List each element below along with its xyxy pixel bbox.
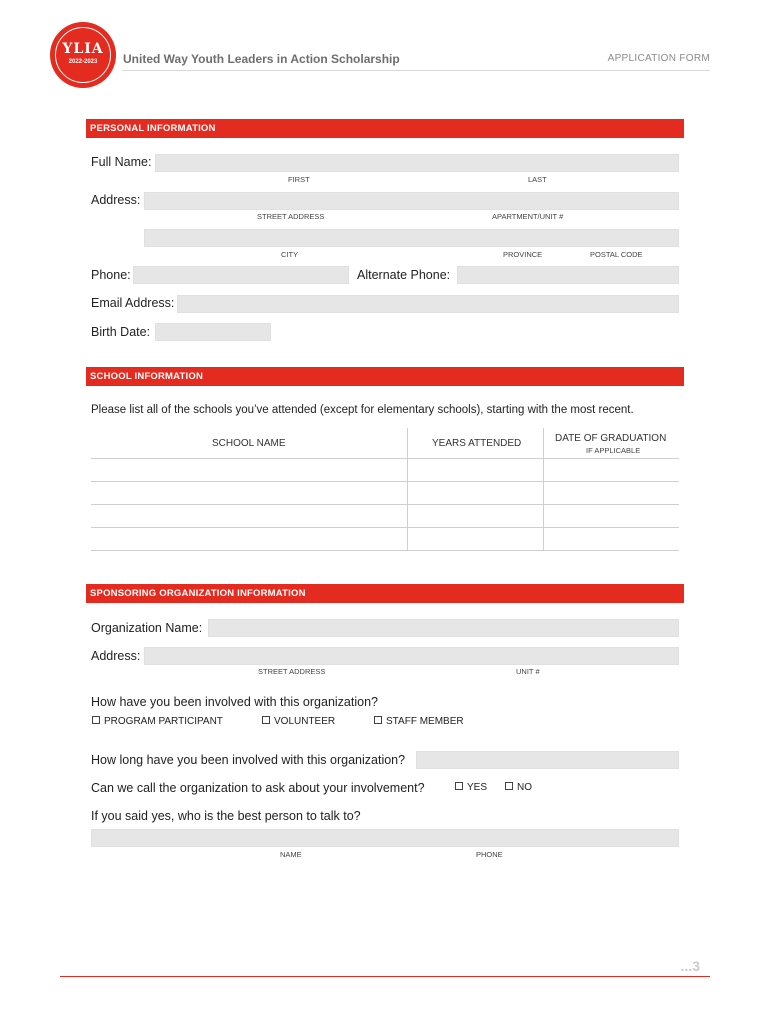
alt-phone-label: Alternate Phone: <box>357 268 451 282</box>
document-title: United Way Youth Leaders in Action Scholarship <box>123 52 400 66</box>
postal-code-caption: POSTAL CODE <box>590 250 643 259</box>
table-divider-2 <box>543 428 544 551</box>
last-caption: LAST <box>528 175 547 184</box>
phone-field[interactable] <box>133 266 349 284</box>
call-question: Can we call the organization to ask about your involvement? <box>91 781 425 795</box>
organization-name-field[interactable] <box>208 619 679 637</box>
header-divider <box>122 70 710 71</box>
program-participant-label: PROGRAM PARTICIPANT <box>104 716 223 727</box>
apartment-caption: APARTMENT/UNIT # <box>492 212 564 221</box>
email-field[interactable] <box>177 295 679 313</box>
table-divider-1 <box>407 428 408 551</box>
contact-phone-caption: PHONE <box>476 850 503 859</box>
birth-date-label: Birth Date: <box>91 325 151 339</box>
no-label: NO <box>517 782 532 793</box>
email-label: Email Address: <box>91 296 175 310</box>
table-row-line <box>91 504 679 505</box>
involvement-question: How have you been involved with this organization? <box>91 695 378 709</box>
contact-question: If you said yes, who is the best person to talk to? <box>91 809 361 823</box>
page-number: ...3 <box>680 958 700 974</box>
yes-checkbox[interactable] <box>455 782 463 790</box>
volunteer-label: VOLUNTEER <box>274 716 336 727</box>
how-long-question: How long have you been involved with this organization? <box>91 753 406 767</box>
table-row-line <box>91 527 679 528</box>
contact-name-caption: NAME <box>280 850 302 859</box>
phone-label: Phone: <box>91 268 131 282</box>
province-caption: PROVINCE <box>503 250 543 259</box>
document-type: APPLICATION FORM <box>607 53 710 64</box>
ylia-logo <box>50 22 116 88</box>
graduation-date-header: DATE OF GRADUATION <box>555 433 667 444</box>
table-row-line <box>91 458 679 459</box>
no-option[interactable] <box>505 782 532 793</box>
how-long-field[interactable] <box>416 751 679 769</box>
organization-name-label: Organization Name: <box>91 621 203 635</box>
personal-section-header: PERSONAL INFORMATION <box>86 119 684 138</box>
logo-text: YLIA <box>62 41 104 57</box>
alt-phone-field[interactable] <box>457 266 679 284</box>
program-participant-option[interactable] <box>92 716 223 727</box>
full-name-label: Full Name: <box>91 155 152 169</box>
org-street-caption: STREET ADDRESS <box>258 667 326 676</box>
staff-member-checkbox[interactable] <box>374 716 382 724</box>
address-label: Address: <box>91 193 141 207</box>
table-row-line <box>91 550 679 551</box>
yes-option[interactable] <box>455 782 487 793</box>
street-address-caption: STREET ADDRESS <box>257 212 325 221</box>
school-section-header: SCHOOL INFORMATION <box>86 367 684 386</box>
city-caption: CITY <box>281 250 299 259</box>
sponsor-section-header: SPONSORING ORGANIZATION INFORMATION <box>86 584 684 603</box>
table-row-line <box>91 481 679 482</box>
org-address-label: Address: <box>91 649 141 663</box>
no-checkbox[interactable] <box>505 782 513 790</box>
school-instructions: Please list all of the schools you’ve attended (except for elementary schools), starting with the most recent. <box>91 404 634 416</box>
street-address-field[interactable] <box>144 192 679 210</box>
city-province-postal-field[interactable] <box>144 229 679 247</box>
volunteer-checkbox[interactable] <box>262 716 270 724</box>
logo-years: 2022-2023 <box>68 59 98 65</box>
graduation-date-subheader: IF APPLICABLE <box>586 446 641 455</box>
first-caption: FIRST <box>288 175 310 184</box>
yes-label: YES <box>467 782 488 793</box>
volunteer-option[interactable] <box>262 716 335 727</box>
school-name-header: SCHOOL NAME <box>212 438 286 449</box>
footer-divider <box>60 976 710 977</box>
full-name-field[interactable] <box>155 154 679 172</box>
program-participant-checkbox[interactable] <box>92 716 100 724</box>
years-attended-header: YEARS ATTENDED <box>432 438 522 449</box>
staff-member-option[interactable] <box>374 716 464 727</box>
contact-field[interactable] <box>91 829 679 847</box>
org-address-field[interactable] <box>144 647 679 665</box>
org-unit-caption: UNIT # <box>516 667 540 676</box>
staff-member-label: STAFF MEMBER <box>386 716 464 727</box>
birth-date-field[interactable] <box>155 323 271 341</box>
